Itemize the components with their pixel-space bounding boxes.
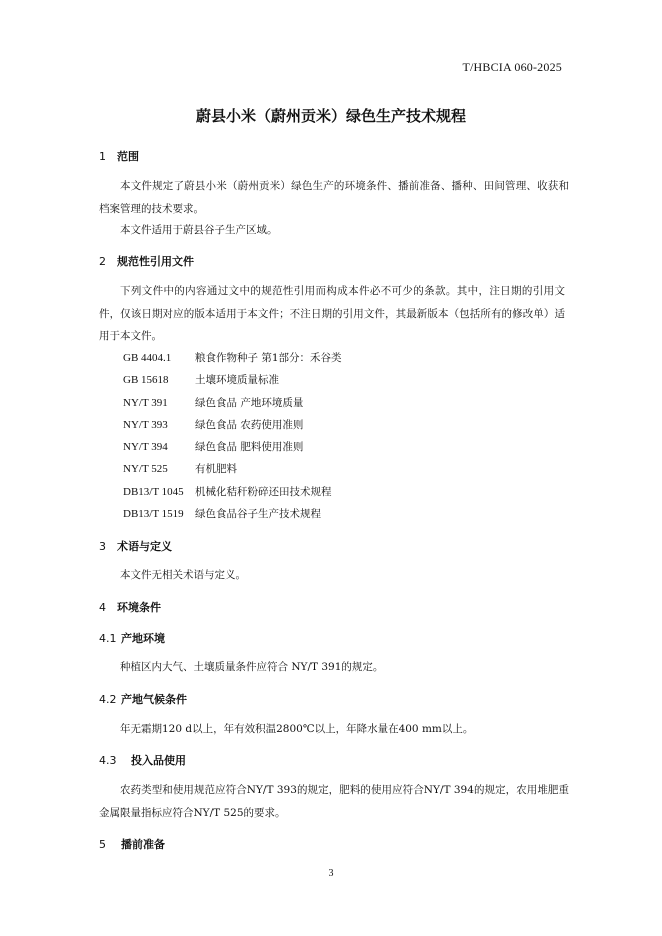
page-number: 3 bbox=[328, 868, 334, 879]
section-4-1-paragraph-1: 种植区内大气、土壤质量条件应符合 NY/T 391的规定。 bbox=[120, 661, 384, 673]
reference-title: 有机肥料 bbox=[195, 463, 237, 476]
section-2-heading bbox=[99, 253, 194, 269]
reference-title: 绿色食品 农药使用准则 bbox=[195, 418, 304, 431]
reference-row bbox=[123, 436, 342, 458]
section-title: 产地气候条件 bbox=[121, 693, 187, 706]
reference-title: 机械化秸秆粉碎还田技术规程 bbox=[195, 485, 332, 498]
reference-code: NY/T 525 bbox=[123, 463, 168, 476]
section-title: 范围 bbox=[117, 150, 139, 163]
reference-row bbox=[123, 369, 342, 391]
section-1-paragraph-1: 本文件规定了蔚县小米（蔚州贡米）绿色生产的环境条件、播前准备、播种、田间管理、收获和档案管理的技术要求。 bbox=[99, 180, 569, 215]
reference-title: 绿色食品 肥料使用准则 bbox=[195, 441, 304, 454]
section-4-2-heading bbox=[99, 691, 187, 707]
reference-code: DB13/T 1045 bbox=[123, 485, 184, 498]
section-title: 产地环境 bbox=[121, 632, 165, 645]
reference-row bbox=[123, 503, 342, 525]
section-4-1-heading bbox=[99, 630, 165, 646]
reference-title: 绿色食品谷子生产技术规程 bbox=[195, 508, 321, 521]
section-4-2-paragraph-1: 年无霜期120 d以上，年有效积温2800℃以上，年降水量在400 mm以上。 bbox=[120, 723, 474, 735]
section-2-paragraph-1: 下列文件中的内容通过文中的规范性引用而构成本件必不可少的条款。其中，注日期的引用文件，仅该日期对应的版本适用于本文件；不注日期的引用文件，其最新版本（包括所有的修改单）适用于本文件。 bbox=[99, 285, 565, 342]
section-4-heading bbox=[99, 599, 161, 615]
section-number: 4.2 bbox=[99, 693, 117, 706]
reference-row bbox=[123, 481, 342, 503]
section-5-heading bbox=[99, 836, 165, 852]
standard-code: T/HBCIA 060-2025 bbox=[462, 60, 562, 74]
reference-row bbox=[123, 414, 342, 436]
section-title: 环境条件 bbox=[117, 601, 161, 614]
section-number: 2 bbox=[99, 255, 106, 268]
section-1-paragraph-2: 本文件适用于蔚县谷子生产区域。 bbox=[120, 224, 278, 236]
section-number: 1 bbox=[99, 150, 106, 163]
section-4-3-heading bbox=[99, 752, 186, 768]
document-title: 蔚县小米（蔚州贡米）绿色生产技术规程 bbox=[195, 107, 466, 125]
normative-reference-list bbox=[123, 347, 342, 525]
section-3-paragraph-1: 本文件无相关术语与定义。 bbox=[120, 569, 246, 581]
reference-title: 土壤环境质量标准 bbox=[195, 374, 279, 387]
reference-row bbox=[123, 347, 342, 369]
reference-code: NY/T 391 bbox=[123, 396, 168, 409]
section-number: 5 bbox=[99, 838, 106, 851]
section-number: 3 bbox=[99, 540, 106, 553]
reference-code: DB13/T 1519 bbox=[123, 508, 184, 521]
section-number: 4.3 bbox=[99, 754, 117, 767]
reference-code: GB 4404.1 bbox=[123, 352, 172, 364]
reference-title: 粮食作物种子 第1部分：禾谷类 bbox=[195, 352, 342, 364]
reference-row bbox=[123, 458, 342, 480]
section-title: 播前准备 bbox=[121, 838, 165, 851]
section-3-heading bbox=[99, 538, 172, 554]
section-title: 规范性引用文件 bbox=[117, 255, 194, 268]
section-1-heading bbox=[99, 148, 139, 164]
section-number: 4.1 bbox=[99, 632, 117, 645]
reference-code: GB 15618 bbox=[123, 374, 169, 387]
reference-code: NY/T 393 bbox=[123, 418, 168, 431]
reference-row bbox=[123, 392, 342, 414]
section-number: 4 bbox=[99, 601, 106, 614]
section-title: 投入品使用 bbox=[131, 754, 186, 767]
section-4-3-paragraph-1: 农药类型和使用规范应符合NY/T 393的规定，肥料的使用应符合NY/T 394的规定，农用堆肥重金属限量指标应符合NY/T 525的要求。 bbox=[99, 784, 569, 819]
reference-title: 绿色食品 产地环境质量 bbox=[195, 396, 304, 409]
reference-code: NY/T 394 bbox=[123, 441, 168, 454]
section-title: 术语与定义 bbox=[117, 540, 172, 553]
